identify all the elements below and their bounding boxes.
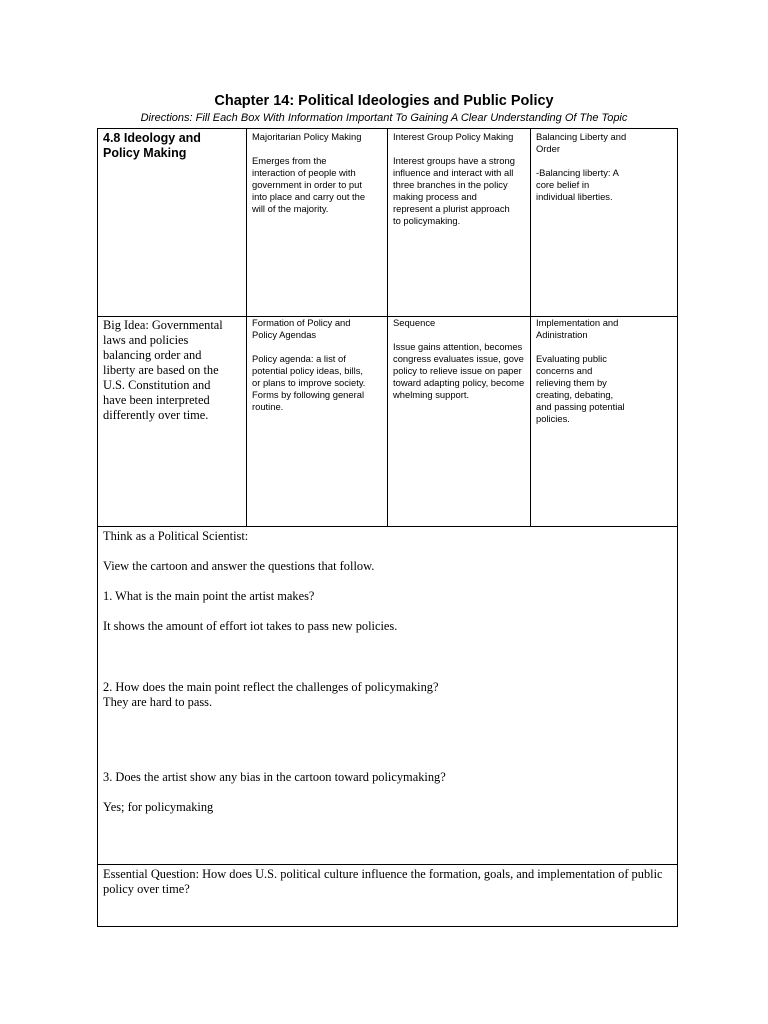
directions-text: Directions: Fill Each Box With Information Important To Gaining A Clear Understanding Of The Topic xyxy=(140,112,628,124)
implementation-cell xyxy=(536,317,674,524)
cell-body: Policy agenda: a list of potential policy ideas, bills, or plans to improve society. Forms by following general routine. xyxy=(252,353,366,412)
sequence-cell xyxy=(393,317,529,524)
topic-cell xyxy=(103,131,243,311)
big-idea-text: Big Idea: Governmental laws and policies balancing order and liberty are based on the U.S. Constitution and have been interpreted differently over time. xyxy=(103,318,223,422)
cell-body: Interest groups have a strong influence and interact with all three branches in the policy making process and represent a plurist approach to policymaking. xyxy=(393,155,515,226)
question-1: 1. What is the main point the artist makes? xyxy=(103,589,315,603)
cell-body: Emerges from the interaction of people with government in order to put into place and carry out the will of the majority. xyxy=(252,155,366,214)
page-title: Chapter 14: Political Ideologies and Public Policy xyxy=(214,93,554,109)
cell-heading: Implementation and Adinistration xyxy=(536,317,619,340)
cell-heading: Balancing Liberty and Order xyxy=(536,131,627,154)
cell-body: Evaluating public concerns and relieving them by creating, debating, and passing potential policies. xyxy=(536,353,625,424)
think-section xyxy=(103,529,675,863)
formation-cell xyxy=(252,317,385,524)
cell-heading: Sequence xyxy=(393,317,436,328)
instruction-text: View the cartoon and answer the questions that follow. xyxy=(103,559,375,573)
think-heading: Think as a Political Scientist: xyxy=(103,529,249,543)
cell-body: -Balancing liberty: A core belief in individual liberties. xyxy=(536,167,619,202)
cell-heading: Formation of Policy and Policy Agendas xyxy=(252,317,351,340)
big-idea-cell xyxy=(103,318,245,524)
answer-3: Yes; for policymaking xyxy=(103,800,214,814)
row-divider xyxy=(98,526,677,527)
column-divider xyxy=(530,129,531,527)
topic-title: 4.8 Ideology and Policy Making xyxy=(103,131,201,160)
question-2: 2. How does the main point reflect the challenges of policymaking? xyxy=(103,680,439,694)
column-divider xyxy=(246,129,247,527)
column-divider xyxy=(387,129,388,527)
essential-question-cell xyxy=(103,867,675,925)
cell-heading: Interest Group Policy Making xyxy=(393,131,514,142)
cell-body: Issue gains attention, becomes congress evaluates issue, gove policy to relieve issue on paper toward adapting policy, become whelming support. xyxy=(393,341,525,400)
majoritarian-cell xyxy=(252,131,385,314)
answer-2: They are hard to pass. xyxy=(103,695,213,709)
essential-question: Essential Question: How does U.S. political culture influence the formation, goals, and implementation of public policy over time? xyxy=(103,867,663,896)
liberty-order-cell xyxy=(536,131,674,314)
worksheet-table xyxy=(97,128,678,927)
row-divider xyxy=(98,864,677,865)
cell-heading: Majoritarian Policy Making xyxy=(252,131,362,142)
question-3: 3. Does the artist show any bias in the cartoon toward policymaking? xyxy=(103,770,446,784)
answer-1: It shows the amount of effort iot takes to pass new policies. xyxy=(103,619,398,633)
interest-group-cell xyxy=(393,131,528,314)
